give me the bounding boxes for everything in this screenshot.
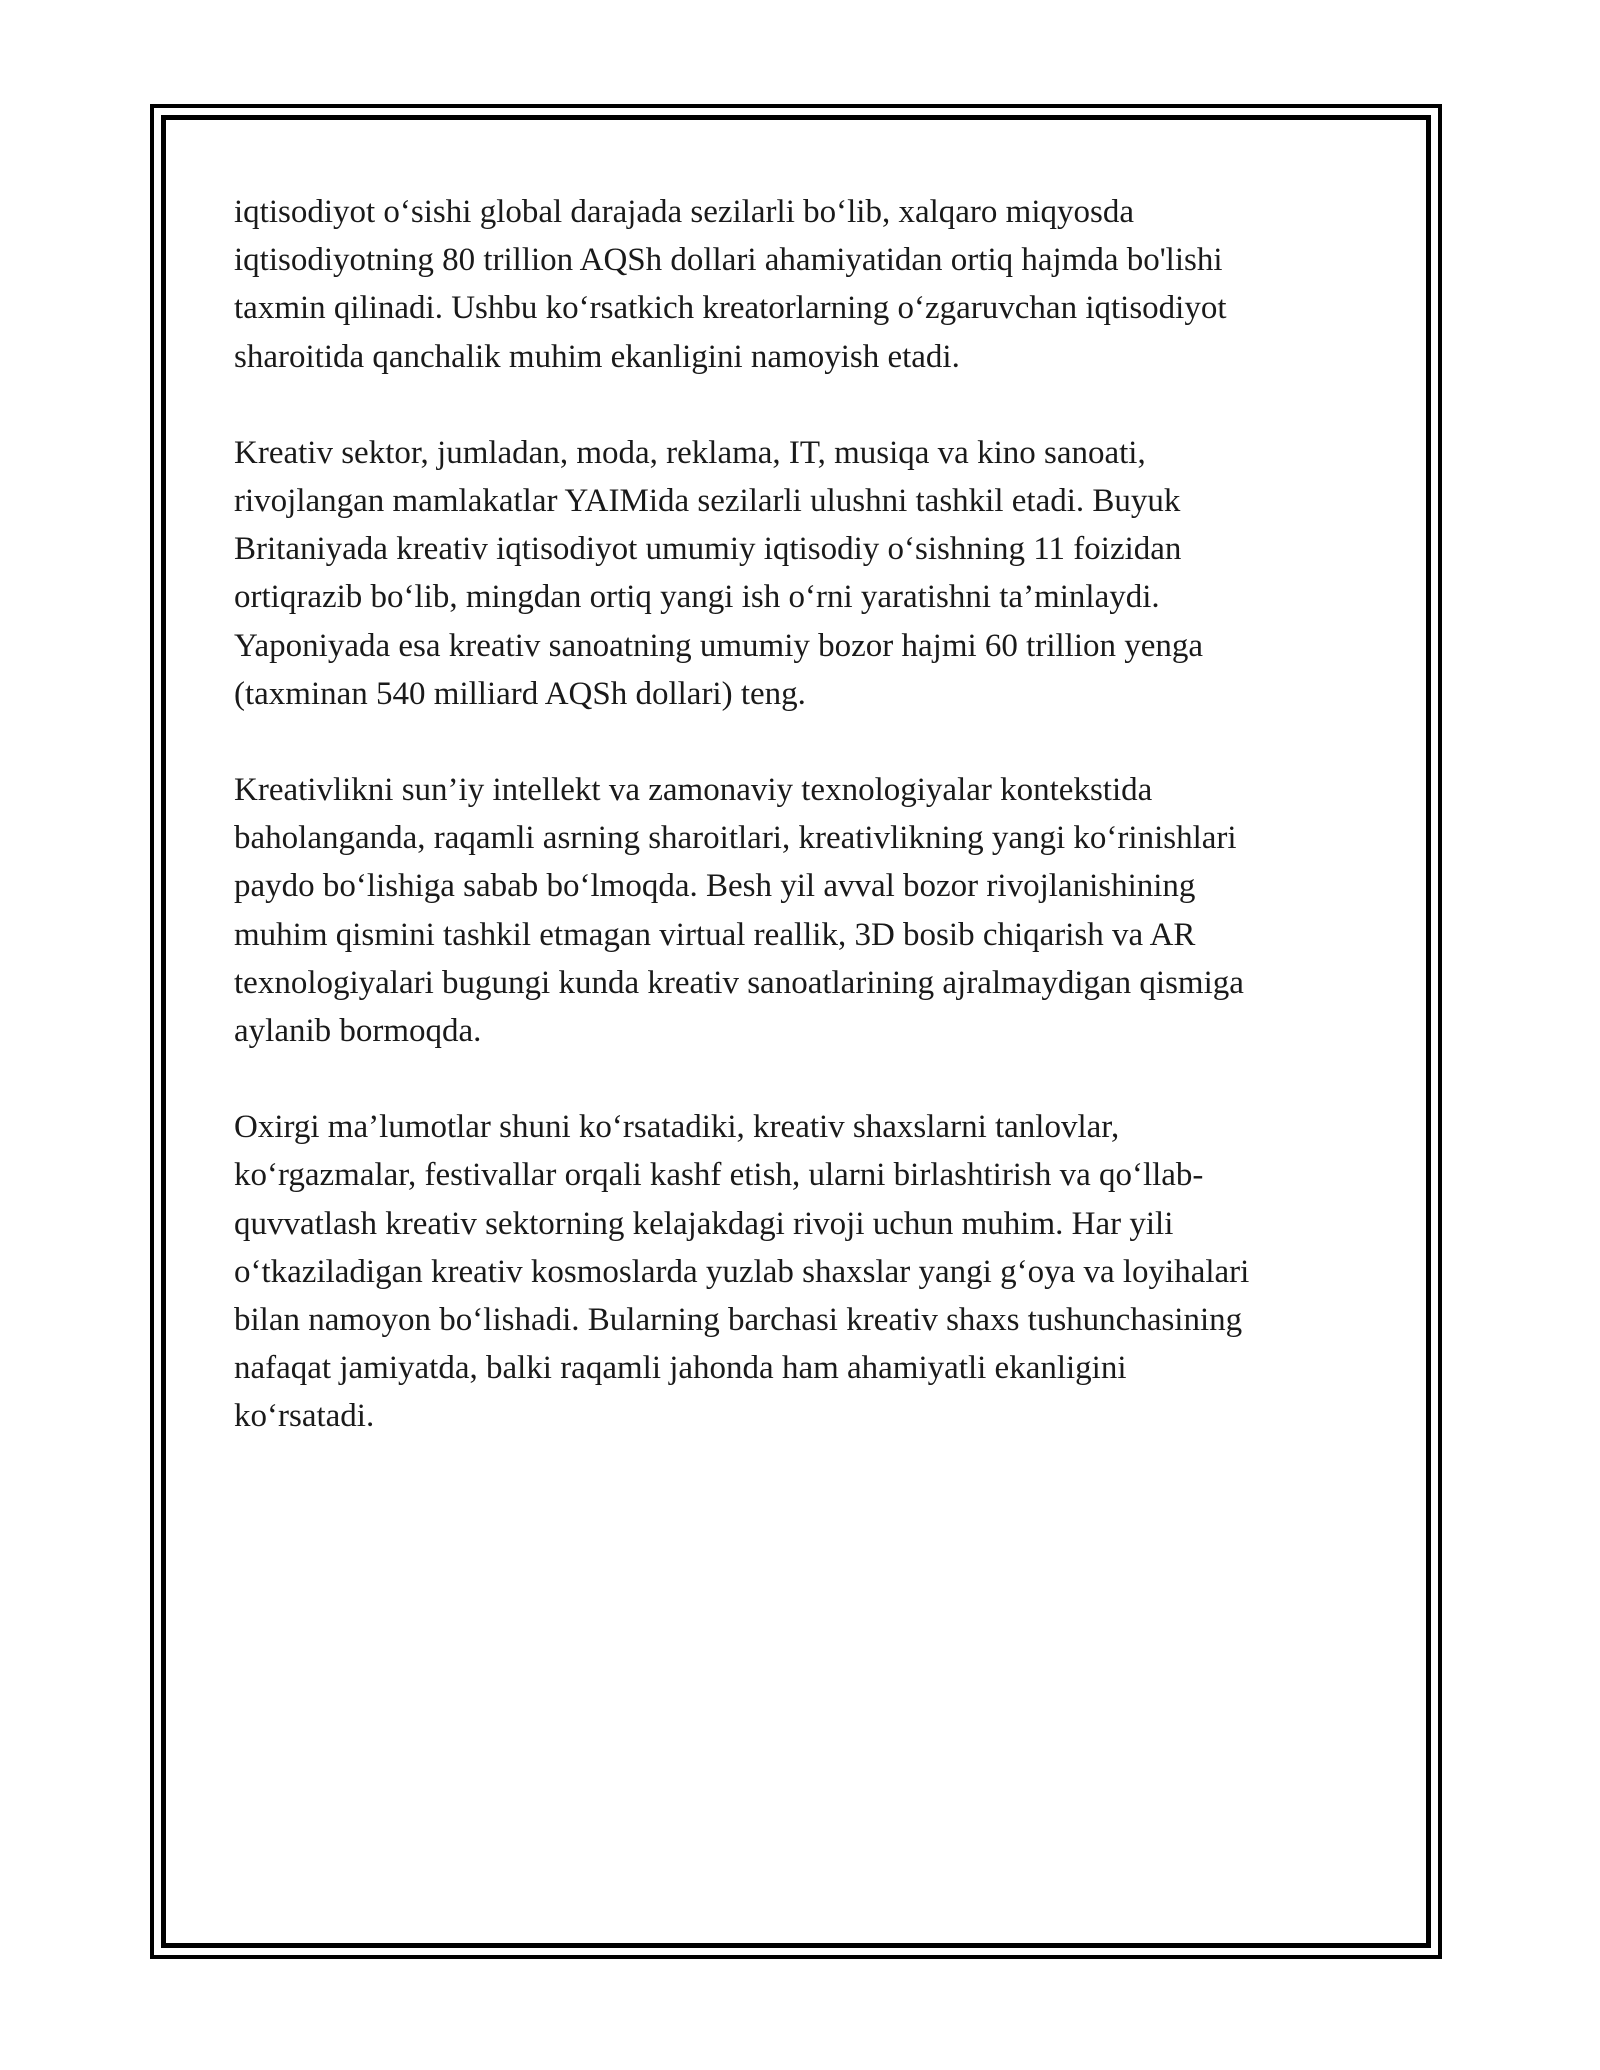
document-body <box>234 188 1364 1489</box>
paragraph-3: Kreativlikni sun’iy intellekt va zamonaviy texnologiyalar kontekstida baholanganda, raqamli asrning sharoitlari, kreativlikning yangi ko‘rinishlari paydo bo‘lishiga sabab bo‘lmoqda. Besh yil avval bozor rivojlanishining muhim qismini tashkil etmagan virtual reallik, 3D bosib chiqarish va AR texnologiyalari bugungi kunda kreativ sanoatlarining ajralmaydigan qismiga aylanib bormoqda. <box>234 772 1244 1050</box>
paragraph-2: Kreativ sektor, jumladan, moda, reklama, IT, musiqa va kino sanoati, rivojlangan mamlakatlar YAIMida sezilarli ulushni tashkil etadi. Buyuk Britaniyada kreativ iqtisodiyot umumiy iqtisodiy o‘sishning 11 foizidan ortiqrazib bo‘lib, mingdan ortiq yangi ish o‘rni yaratishni ta’minlaydi. Yaponiyada esa kreativ sanoatning umumiy bozor hajmi 60 trillion yenga (taxminan 540 milliard AQSh dollari) teng. <box>234 434 1204 712</box>
paragraph-1: iqtisodiyot o‘sishi global darajada sezilarli bo‘lib, xalqaro miqyosda iqtisodiyotning 80 trillion AQSh dollari ahamiyatidan ortiq hajmda bo'lishi taxmin qilinadi. Ushbu ko‘rsatkich kreatorlarning o‘zgaruvchan iqtisodiyot sharoitida qanchalik muhim ekanligini namoyish etadi. <box>234 194 1227 375</box>
paragraph-4: Oxirgi ma’lumotlar shuni ko‘rsatadiki, kreativ shaxslarni tanlovlar, ko‘rgazmalar, festivallar orqali kashf etish, ularni birlashtirish va qo‘llab- quvvatlash kreativ sektorning kelajakdagi rivoji uchun muhim. Har yili o‘tkaziladigan kreativ kosmoslarda yuzlab shaxslar yangi g‘oya va loyihalari bilan namoyon bo‘lishadi. Bularning barchasi kreativ shaxs tushunchasining nafaqat jamiyatda, balki raqamli jahonda ham ahamiyatli ekanligini ko‘rsatadi. <box>234 1109 1250 1435</box>
